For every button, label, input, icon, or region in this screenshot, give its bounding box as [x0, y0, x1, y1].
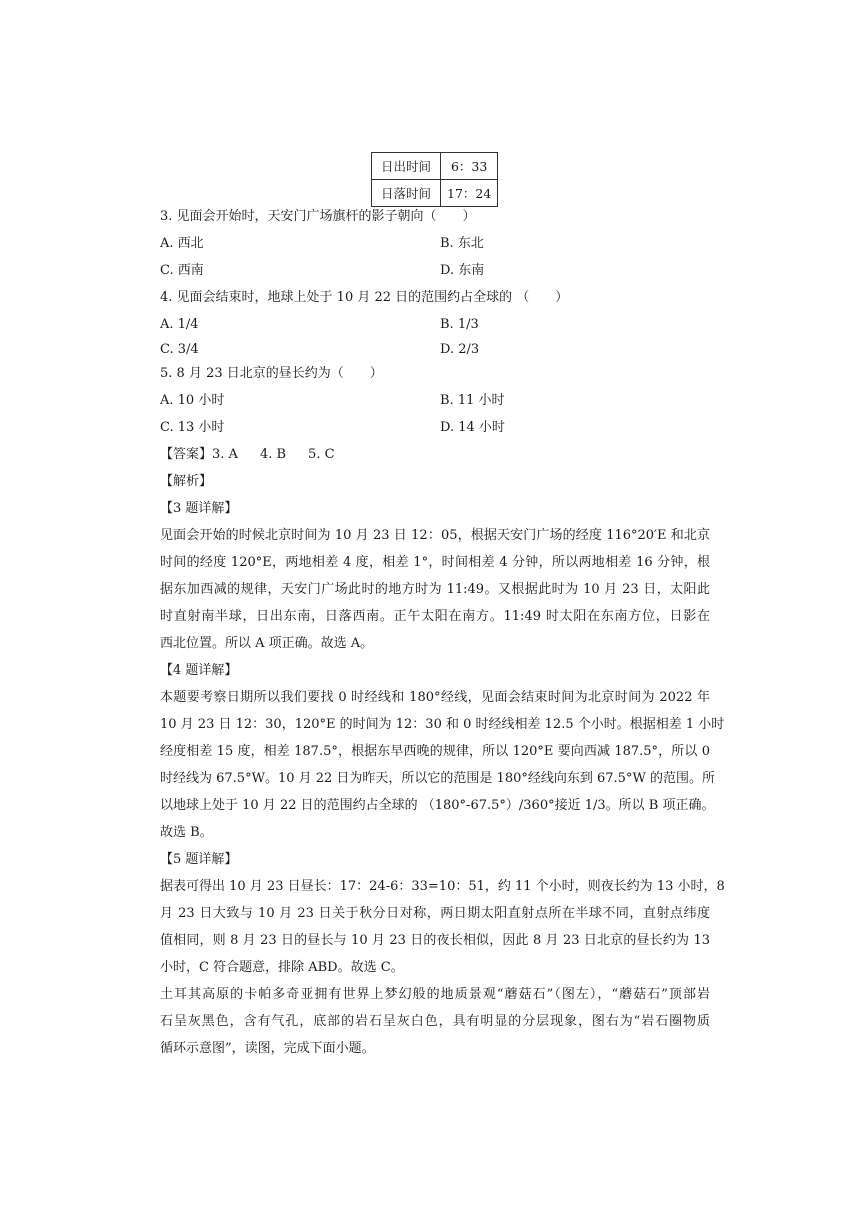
- table-row: [372, 153, 498, 180]
- question-4-option-b: B. 1/3: [440, 317, 479, 332]
- table-cell-label: 日落时间: [372, 180, 441, 207]
- table-cell-value: 6：33: [441, 153, 498, 180]
- paragraph-line: 经度相差 15 度，相差 187.5°，根据东早西晚的规律，所以 120°E 要向西减 187.5°，所以 0: [160, 744, 710, 759]
- paragraph-line: 循环示意图”，读图，完成下面小题。: [160, 1041, 375, 1056]
- question-5-option-a: A. 10 小时: [160, 393, 225, 408]
- question-4-option-d: D. 2/3: [440, 342, 480, 357]
- question-4-stem: 4. 见面会结束时，地球上处于 10 月 22 日的范围约占全球的 （ ）: [160, 290, 569, 305]
- intro-paragraph: [160, 981, 710, 1062]
- question-4-option-a: A. 1/4: [160, 317, 199, 332]
- paragraph-line: 本题要考察日期所以我们要找 0 时经线和 180°经线，见面会结束时间为北京时间为 2022 年: [160, 690, 710, 705]
- table-row: [372, 180, 498, 207]
- answer-item: 5. C: [308, 447, 335, 462]
- detail-5-heading: 【5 题详解】: [160, 852, 238, 867]
- sunrise-sunset-table: [371, 152, 498, 207]
- question-5-option-b: B. 11 小时: [440, 393, 505, 408]
- table-cell-label: 日出时间: [372, 153, 441, 180]
- question-3-option-c: C. 西南: [160, 263, 204, 278]
- question-5-stem: 5. 8 月 23 日北京的昼长约为（ ）: [160, 366, 383, 381]
- question-3-stem: 3. 见面会开始时，天安门广场旗杆的影子朝向（ ）: [160, 209, 476, 224]
- paragraph-line: 时经线为 67.5°W。10 月 22 日为昨天，所以它的范围是 180°经线向东到 67.5°W 的范围。所: [160, 771, 715, 786]
- paragraph-line: 据东加西减的规律，天安门广场此时的地方时为 11:49。又根据此时为 10 月 23 日，太阳此: [160, 582, 710, 597]
- question-3-option-a: A. 西北: [160, 236, 204, 251]
- answer-label: 【答案】: [160, 447, 213, 462]
- question-3-option-d: D. 东南: [440, 263, 485, 278]
- question-5-option-c: C. 13 小时: [160, 420, 225, 435]
- paragraph-line: 故选 B。: [160, 825, 213, 840]
- paragraph-line: 10 月 23 日 12：30，120°E 的时间为 12：30 和 0 时经线相差 12.5 个小时。根据相差 1 小时: [160, 717, 725, 732]
- question-4-option-c: C. 3/4: [160, 342, 199, 357]
- detail-5-body: [160, 873, 725, 981]
- detail-3-body: [160, 522, 710, 657]
- detail-4-body: [160, 684, 725, 846]
- answer-item: 3. A: [212, 447, 238, 462]
- paragraph-line: 西北位置。所以 A 项正确。故选 A。: [160, 636, 374, 651]
- question-5-option-d: D. 14 小时: [440, 420, 505, 435]
- paragraph-line: 土耳其高原的卡帕多奇亚拥有世界上梦幻般的地质景观“蘑菇石”（图左），“蘑菇石”顶部岩: [160, 987, 710, 1002]
- paragraph-line: 时直射南半球，日出东南，日落西南。正午太阳在南方。11:49 时太阳在东南方位，日影在: [160, 609, 710, 624]
- paragraph-line: 小时，C 符合题意，排除 ABD。故选 C。: [160, 960, 404, 975]
- question-3-option-b: B. 东北: [440, 236, 484, 251]
- paragraph-line: 值相同，则 8 月 23 日的昼长与 10 月 23 日的夜长相似，因此 8 月 23 日北京的昼长约为 13: [160, 933, 710, 948]
- paragraph-line: 时间的经度 120°E，两地相差 4 度，相差 1°，时间相差 4 分钟，所以两地相差 16 分钟，根: [160, 555, 710, 570]
- answer-line: [160, 446, 357, 464]
- paragraph-line: 见面会开始的时候北京时间为 10 月 23 日 12：05，根据天安门广场的经度 116°20′E 和北京: [160, 528, 710, 543]
- paragraph-line: 据表可得出 10 月 23 日昼长：17：24-6：33=10：51，约 11 个小时，则夜长约为 13 小时，8: [160, 879, 725, 894]
- paragraph-line: 石呈灰黑色，含有气孔，底部的岩石呈灰白色，具有明显的分层现象，图右为“岩石圈物质: [160, 1014, 710, 1029]
- table-cell-value: 17：24: [441, 180, 498, 207]
- detail-3-heading: 【3 题详解】: [160, 501, 238, 516]
- detail-4-heading: 【4 题详解】: [160, 663, 238, 678]
- answer-item: 4. B: [259, 447, 287, 462]
- paragraph-line: 以地球上处于 10 月 22 日的范围约占全球的 （180°-67.5°）/360°接近 1/3。所以 B 项正确。: [160, 798, 715, 813]
- paragraph-line: 月 23 日大致与 10 月 23 日关于秋分日对称，两日期太阳直射点所在半球不同，直射点纬度: [160, 906, 710, 921]
- analysis-label: 【解析】: [160, 474, 213, 489]
